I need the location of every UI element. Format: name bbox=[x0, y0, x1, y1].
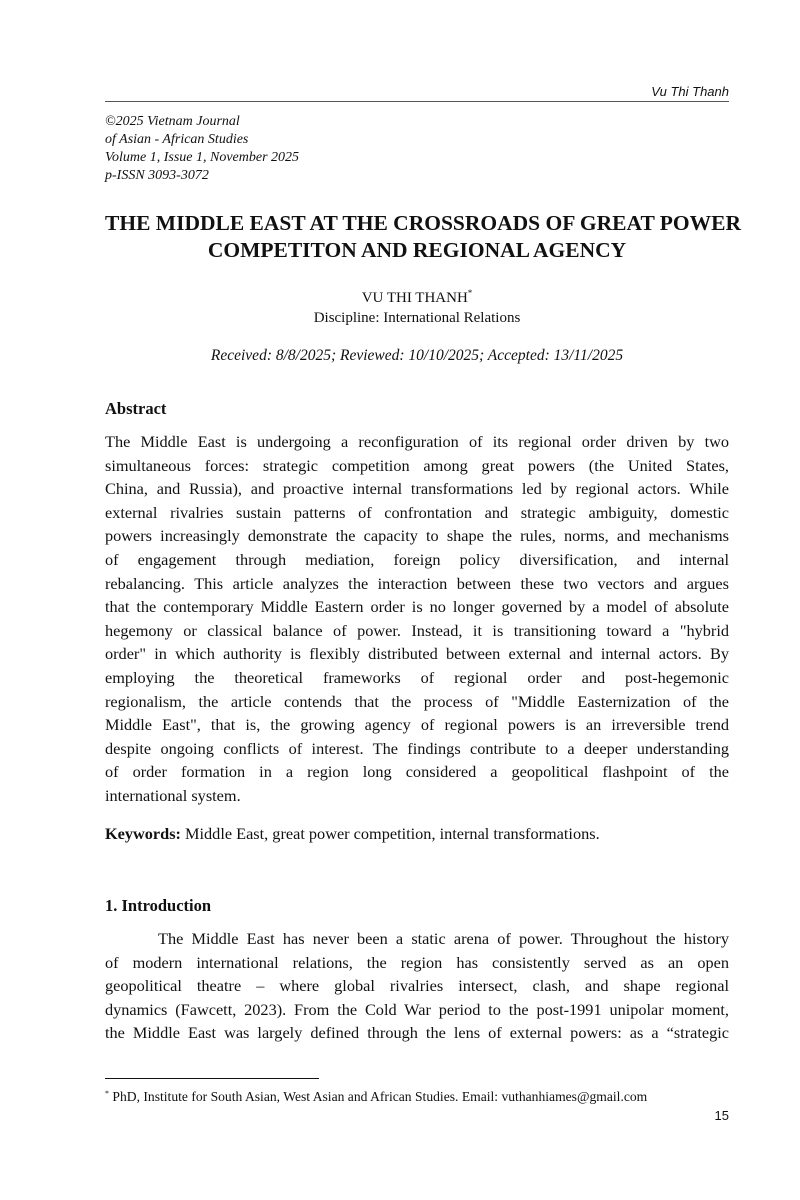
article-title-line: COMPETITON AND REGIONAL AGENCY bbox=[207, 238, 627, 262]
introduction-line: The Middle East has never been a static arena of power. Throughout the history bbox=[158, 929, 729, 948]
introduction-heading: 1. Introduction bbox=[105, 896, 212, 915]
abstract-line: Middle East", that is, the growing agency of regional powers is an irreversible trend bbox=[105, 715, 729, 735]
journal-info-line: of Asian - African Studies bbox=[105, 132, 249, 147]
abstract-heading: Abstract bbox=[105, 399, 167, 418]
footnote-text: PhD, Institute for South Asian, West Asian and African Studies. Email: vuthanhiames@gmail.com bbox=[109, 1089, 648, 1104]
journal-info-line: p-ISSN 3093-3072 bbox=[105, 168, 209, 183]
abstract-line: employing the theoretical frameworks of regional order and post-hegemonic bbox=[105, 667, 729, 687]
footnote bbox=[105, 1088, 745, 1106]
journal-info-line: Volume 1, Issue 1, November 2025 bbox=[105, 150, 300, 165]
journal-info bbox=[105, 113, 505, 185]
keywords bbox=[105, 822, 745, 845]
running-head: Vu Thi Thanh bbox=[651, 84, 729, 99]
author-discipline: Discipline: International Relations bbox=[313, 310, 521, 326]
abstract-line: order" in which authority is flexibly distributed between external and internal actors. By bbox=[105, 644, 729, 664]
author-name-text: VU THI THANH bbox=[361, 290, 468, 306]
abstract-line: despite ongoing conflicts of interest. The findings contribute to a deeper understanding bbox=[105, 738, 729, 758]
article-title bbox=[105, 210, 741, 264]
header-rule bbox=[105, 101, 729, 102]
footnote-rule bbox=[105, 1078, 319, 1079]
abstract-line: international system. bbox=[105, 785, 241, 805]
introduction-body bbox=[105, 927, 729, 1045]
abstract-line: The Middle East is undergoing a reconfiguration of its regional order driven by two bbox=[105, 432, 729, 451]
abstract-body bbox=[105, 430, 729, 808]
introduction-line: of modern international relations, the region has consistently served as an open bbox=[105, 952, 729, 972]
abstract-line: of order formation in a region long considered a geopolitical flashpoint of the bbox=[105, 762, 729, 782]
footnote-mark: * bbox=[105, 1089, 109, 1098]
introduction-line: geopolitical theatre – where global rivalries intersect, clash, and shape regional bbox=[105, 976, 729, 996]
article-title-line: THE MIDDLE EAST AT THE CROSSROADS OF GREAT POWER bbox=[105, 211, 741, 235]
abstract-line: rebalancing. This article analyzes the interaction between these two vectors and argues bbox=[105, 573, 729, 593]
abstract-line: regionalism, the article contends that the process of "Middle Easternization of the bbox=[105, 691, 729, 711]
abstract-line: simultaneous forces: strategic competition among great powers (the United States, bbox=[105, 455, 729, 475]
abstract-line: that the contemporary Middle Eastern order is no longer governed by a model of absolute bbox=[105, 597, 729, 617]
abstract-line: China, and Russia), and proactive internal transformations led by regional actors. While bbox=[105, 479, 729, 499]
abstract-line: external rivalries sustain patterns of confrontation and strategic ambiguity, domestic bbox=[105, 502, 729, 522]
abstract-line: powers increasingly demonstrate the capacity to shape the rules, norms, and mechanisms bbox=[105, 526, 729, 546]
introduction-line: dynamics (Fawcett, 2023). From the Cold War period to the post-1991 unipolar moment, bbox=[105, 999, 729, 1019]
journal-info-line: ©2025 Vietnam Journal bbox=[105, 114, 240, 129]
abstract-line: of engagement through mediation, foreign policy diversification, and internal bbox=[105, 549, 729, 569]
author-footnote-mark[interactable]: * bbox=[467, 288, 473, 298]
keywords-text: Middle East, great power competition, internal transformations. bbox=[180, 824, 600, 843]
page-number: 15 bbox=[714, 1108, 729, 1123]
introduction-line: the Middle East was largely defined through the lens of external powers: as a “strategic bbox=[105, 1023, 729, 1043]
abstract-line: hegemony or classical balance of power. Instead, it is transitioning toward a "hybrid bbox=[105, 620, 729, 640]
submission-dates: Received: 8/8/2025; Reviewed: 10/10/2025; Accepted: 13/11/2025 bbox=[210, 347, 624, 364]
author-block bbox=[105, 288, 729, 328]
keywords-label: Keywords: bbox=[105, 824, 181, 843]
author-name bbox=[105, 288, 729, 308]
